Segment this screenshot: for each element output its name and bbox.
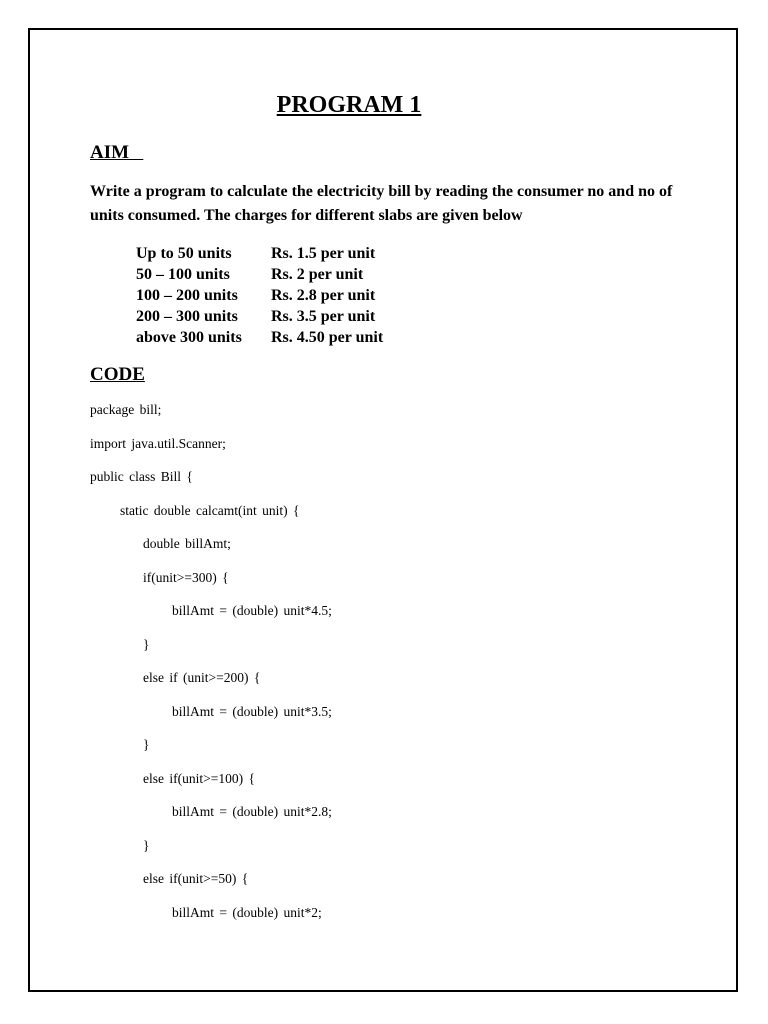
code-heading: CODE: [90, 364, 145, 385]
slab-rate: Rs. 2.8 per unit: [271, 287, 376, 304]
aim-heading: AIM: [90, 142, 144, 163]
slab-rate: Rs. 2 per unit: [271, 266, 364, 283]
code-line: else if(unit>=100) {: [143, 770, 255, 786]
code-line: billAmt = (double) unit*4.5;: [172, 603, 332, 618]
code-line: import java.util.Scanner;: [90, 435, 226, 451]
slab-rate: Rs. 3.5 per unit: [271, 308, 376, 325]
code-line: static double calcamt(int unit) {: [120, 502, 300, 518]
slab-row: [136, 264, 383, 285]
slab-range: above 300 units: [136, 329, 242, 346]
slab-row: [136, 243, 383, 264]
aim-description: Write a program to calculate the electricity bill by reading the consumer no and no of units consumed. The charges for different slabs are given below: [90, 183, 673, 224]
slab-rate: Rs. 1.5 per unit: [271, 245, 376, 262]
code-line: }: [143, 837, 150, 853]
slab-row: [136, 327, 383, 348]
slab-range: Up to 50 units: [136, 245, 232, 262]
code-line: if(unit>=300) {: [143, 569, 229, 585]
code-line: billAmt = (double) unit*2;: [172, 904, 322, 920]
code-block: [90, 398, 332, 934]
code-line: else if(unit>=50) {: [143, 871, 249, 886]
code-line: public class Bill {: [90, 469, 193, 484]
code-line: package bill;: [90, 402, 162, 417]
code-line: double billAmt;: [143, 536, 231, 551]
code-line: else if (unit>=200) {: [143, 670, 261, 685]
code-line: billAmt = (double) unit*3.5;: [172, 703, 332, 719]
code-line: }: [143, 737, 150, 752]
slab-row: [136, 285, 383, 306]
code-line: }: [143, 636, 150, 652]
page-title: PROGRAM 1: [276, 92, 422, 118]
slab-rate-table: [136, 243, 383, 348]
code-line: billAmt = (double) unit*2.8;: [172, 804, 332, 819]
slab-range: 200 – 300 units: [136, 308, 238, 325]
slab-row: [136, 306, 383, 327]
slab-range: 50 – 100 units: [136, 266, 230, 283]
slab-range: 100 – 200 units: [136, 287, 238, 304]
slab-rate: Rs. 4.50 per unit: [271, 329, 384, 346]
